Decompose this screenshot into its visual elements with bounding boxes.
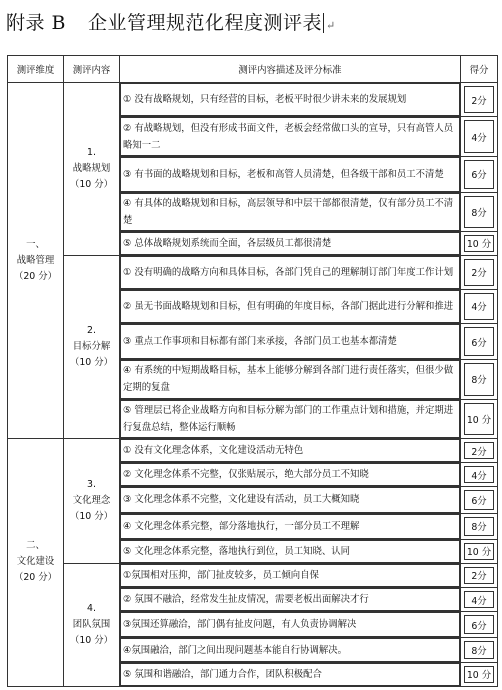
criteria-score: 10 分 [464,235,494,251]
criteria-score: 4分 [464,466,494,483]
criteria-cell [120,324,461,360]
criteria-text: ④ 有系统的中短期战略目标，基本上能够分解到各部门进行责任落实，但很少做定期的复盘 [123,365,454,394]
paragraph-mark-icon: ↵ [326,19,336,32]
criteria-cell [120,193,461,232]
criteria-box [120,514,460,539]
criteria-score: 10 分 [464,403,494,435]
criteria-cell [120,156,461,192]
content-cell [64,563,120,686]
dimension-cell [8,438,64,686]
criteria-text: ④ 有具体的战略规划和目标，高层领导和中层干部都很清楚，仅有部分员工不清楚 [123,198,454,227]
criteria-box [120,564,460,587]
criteria-box [120,290,460,323]
criteria-cell [120,117,461,156]
content-number: 2. [87,324,96,336]
criteria-score-cell [461,638,498,662]
criteria-row [8,438,498,462]
criteria-text: ⑤ 文化理念体系完整，落地执行到位，员工知晓、认同 [123,545,351,557]
criteria-score: 2分 [464,259,494,286]
content-cell [64,255,120,438]
criteria-box [120,540,460,563]
criteria-score-cell [461,662,498,686]
criteria-cell [120,612,461,638]
criteria-score: 8分 [464,517,494,536]
content-points: （10 分） [69,178,114,190]
header-dimension: 测评维度 [8,56,64,83]
criteria-score: 4分 [464,591,494,608]
criteria-score-cell [461,193,498,232]
criteria-cell [120,399,461,438]
criteria-cell [120,563,461,587]
criteria-score-cell [461,399,498,438]
criteria-score: 2分 [464,442,494,459]
criteria-cell [120,360,461,399]
criteria-score: 6分 [464,327,494,356]
criteria-box [120,638,460,661]
criteria-score-cell [461,255,498,289]
content-points: （10 分） [69,634,114,646]
criteria-text: ⑤ 管理层已将企业战略方向和目标分解为部门的工作重点计划和措施，并定期进行复盘总结，整体运行顺畅 [123,404,454,433]
criteria-cell [120,83,461,117]
criteria-text: ① 没有战略规划，只有经营的目标，老板平时很少讲未来的发展规划 [123,94,407,106]
criteria-box [120,83,460,116]
criteria-score-cell [461,324,498,360]
criteria-score: 8分 [464,196,494,228]
criteria-box [120,157,460,192]
criteria-text: ③氛围还算融洽，部门偶有扯皮问题，有人负责协调解决 [123,619,357,631]
header-description: 测评内容描述及评分标准 [120,56,461,83]
criteria-text: ② 文化理念体系不完整，仅张贴展示，绝大部分员工不知晓 [123,469,369,481]
criteria-box [120,193,460,231]
criteria-cell [120,638,461,662]
criteria-box [120,232,460,254]
content-points: （10 分） [69,356,114,368]
criteria-score: 6分 [464,490,494,509]
criteria-score-cell [461,360,498,399]
criteria-score-cell [461,487,498,513]
content-label: 团队氛围 [72,618,111,630]
criteria-score: 8分 [464,641,494,658]
criteria-cell [120,487,461,513]
dimension-points: （20 分） [13,270,58,282]
criteria-score: 4分 [464,120,494,152]
criteria-cell [120,438,461,462]
criteria-row [8,255,498,289]
criteria-box [120,256,460,289]
criteria-box [120,117,460,155]
criteria-text: ①氛围相对压抑，部门扯皮较多，员工倾向自保 [123,569,319,581]
criteria-box [120,360,460,398]
criteria-cell [120,588,461,612]
header-score: 得分 [461,56,498,83]
criteria-cell [120,513,461,539]
dimension-cell [8,83,64,439]
criteria-text: ⑤ 氛围和谐融洽，部门通力合作，团队积极配合 [123,668,322,680]
criteria-score-cell [461,463,498,487]
criteria-text: ③ 有书面的战略规划和目标，老板和高管人员清楚，但各级干部和员工不清楚 [123,168,444,180]
dimension-name: 战略管理 [16,254,55,266]
criteria-box [120,439,460,462]
criteria-score-cell [461,588,498,612]
text-cursor [323,13,324,33]
criteria-score: 6分 [464,615,494,634]
criteria-cell [120,289,461,323]
criteria-box [120,324,460,359]
criteria-text: ④ 文化理念体系完整，部分落地执行，一部分员工不理解 [123,520,360,532]
criteria-cell [120,255,461,289]
criteria-score-cell [461,513,498,539]
criteria-text: ① 没有明确的战略方向和具体目标，各部门凭自己的理解制订部门年度工作计划 [123,266,454,278]
criteria-score-cell [461,539,498,563]
criteria-score-cell [461,563,498,587]
criteria-text: ② 氛围不融洽，经常发生扯皮情况，需要老板出面解决才行 [123,594,369,606]
criteria-cell [120,463,461,487]
criteria-box [120,463,460,486]
criteria-score: 10 分 [464,543,494,560]
criteria-score-cell [461,612,498,638]
dimension-name: 文化建设 [16,556,55,568]
criteria-score: 2分 [464,86,494,113]
content-label: 目标分解 [72,340,111,352]
criteria-cell [120,662,461,686]
criteria-row [8,563,498,587]
criteria-text: ④氛围融洽，部门之间出现问题基本能自行协调解决。 [123,644,348,656]
criteria-score: 8分 [464,363,494,395]
criteria-cell [120,539,461,563]
criteria-score-cell [461,83,498,117]
criteria-score: 10 分 [464,666,494,683]
content-number: 3. [87,478,96,490]
dimension-points: （20 分） [13,572,58,584]
criteria-score: 2分 [464,567,494,584]
content-points: （10 分） [69,510,114,522]
criteria-score-cell [461,156,498,192]
criteria-box [120,487,460,512]
content-cell [64,438,120,563]
content-cell [64,83,120,255]
header-row [8,56,498,83]
criteria-text: ③ 文化理念体系不完整，文化建设有活动，员工大概知晓 [123,494,360,506]
content-label: 文化理念 [72,494,111,506]
criteria-score-cell [461,438,498,462]
content-number: 1. [87,146,96,158]
criteria-text: ① 没有文化理念体系，文化建设活动无特色 [123,445,304,457]
criteria-text: ② 有战略规划，但没有形成书面文件，老板会经常做口头的宣导，只有高管人员略知一二 [123,122,454,151]
criteria-box [120,400,460,438]
criteria-cell [120,232,461,255]
criteria-text: ③ 重点工作事项和目标都有部门来承接，各部门员工也基本都清楚 [123,336,397,348]
criteria-score: 4分 [464,293,494,320]
criteria-text: ⑤ 总体战略规划系统而全面，各层级员工都很清楚 [123,237,332,249]
content-label: 战略规划 [72,162,111,174]
criteria-text: ② 虽无书面战略规划和目标，但有明确的年度目标，各部门据此进行分解和推进 [123,300,454,312]
criteria-score-cell [461,289,498,323]
criteria-score: 6分 [464,160,494,189]
content-number: 4. [87,602,96,614]
criteria-box [120,588,460,611]
evaluation-table [7,55,498,687]
page-title [6,6,336,40]
criteria-box [120,663,460,686]
header-content: 测评内容 [64,56,120,83]
criteria-score-cell [461,117,498,156]
appendix-label: 附录 B [6,12,67,34]
table-title: 企业管理规范化程度测评表 [88,12,323,34]
criteria-score-cell [461,232,498,255]
criteria-row [8,83,498,117]
dimension-number: 二、 [26,540,45,552]
criteria-box [120,612,460,637]
dimension-number: 一、 [26,238,45,250]
